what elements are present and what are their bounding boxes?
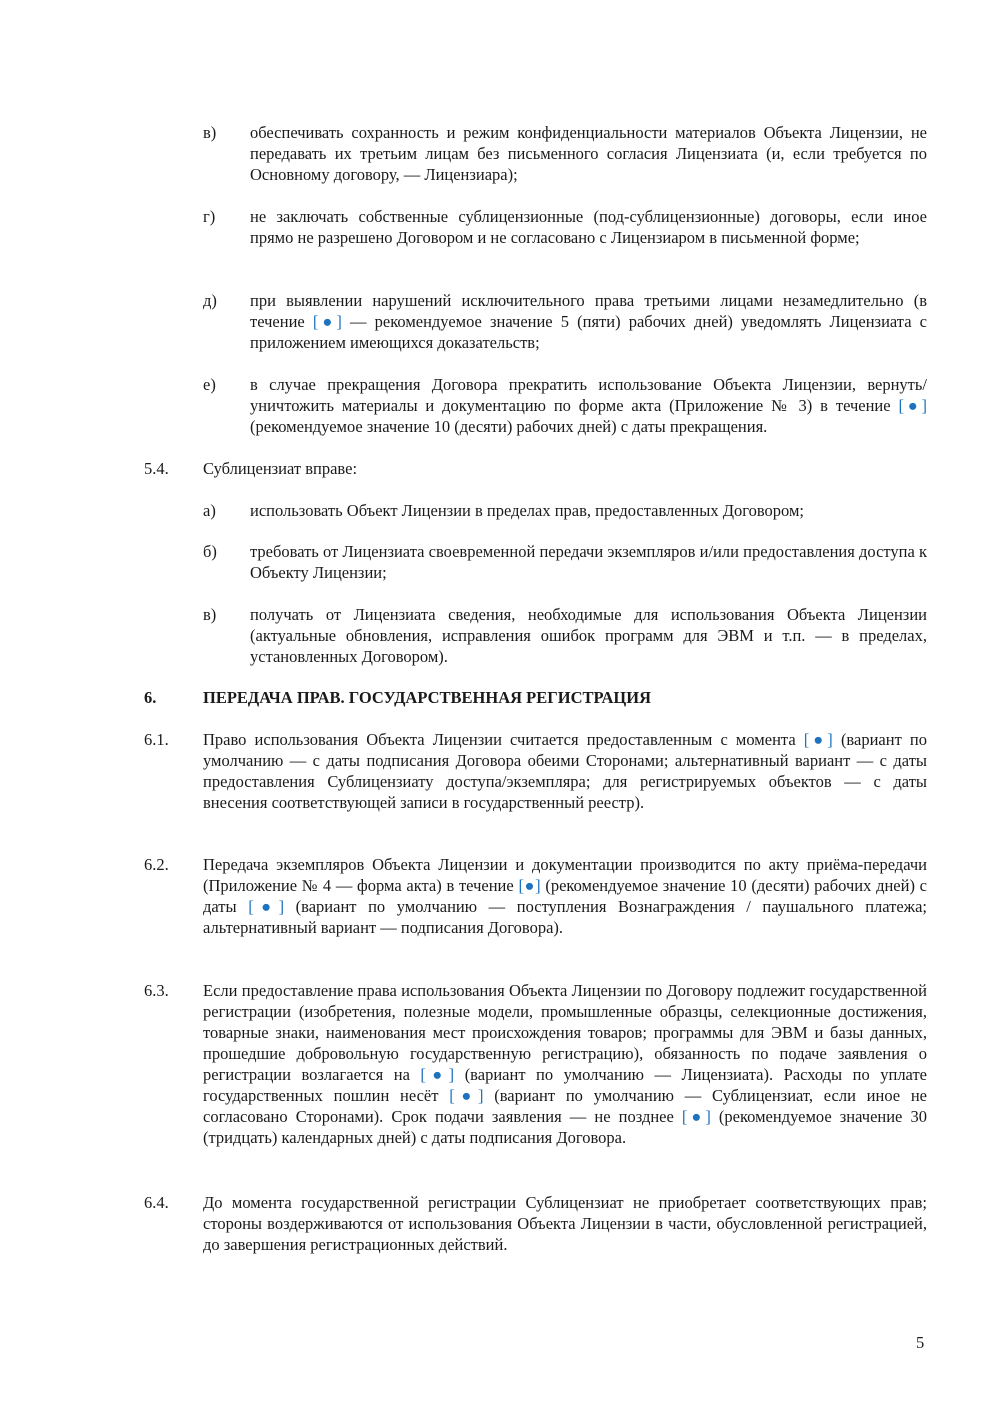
item-text: [250, 604, 927, 667]
text-run: в случае прекращения Договора прекратить использование Объекта Лицензии, вернуть/уничтожить материалы и документацию по форме акта (Приложение № 3) в течение: [250, 375, 927, 415]
placeholder-marker: [●]: [312, 312, 342, 331]
text-run: при выявлении нарушений исключительного права третьими лицами незамедлительно (в течение: [250, 291, 927, 331]
text-run: (рекомендуемое значение 30 (тридцать) календарных дней) с даты подписания Договора.: [203, 1107, 927, 1147]
clause-text: [203, 729, 927, 813]
item-label: б): [203, 542, 217, 561]
text-run: (вариант по умолчанию — с даты подписания Договора обеими Сторонами; альтернативный вариант — с даты предоставления Сублицензиату доступа/экземпляра; для регистрируемых объектов — с даты внесения соответствующей записи в государственный реестр).: [203, 730, 927, 812]
text-run: Передача экземпляров Объекта Лицензии и документации производится по акту приёма-передачи (Приложение № 4 — форма акта) в течение: [203, 855, 927, 895]
clause-number: 6.4.: [144, 1193, 169, 1212]
section-title: ПЕРЕДАЧА ПРАВ. ГОСУДАРСТВЕННАЯ РЕГИСТРАЦИЯ: [203, 688, 651, 707]
item-label: в): [203, 605, 217, 624]
clause-text: Сублицензиат вправе:: [203, 459, 358, 478]
text-run: До момента государственной регистрации Сублицензиат не приобретает соответствующих прав; стороны воздерживаются от использования Объекта Лицензии в части, обусловленной регистрацией, до завершения регистрационных действий.: [203, 1193, 927, 1254]
section-number: 6.: [144, 688, 157, 707]
placeholder-marker: [●]: [898, 396, 927, 415]
item-text: [250, 374, 927, 437]
text-run: (рекомендуемое значение 10 (десяти) рабочих дней) с даты: [203, 876, 927, 916]
text-run: (вариант по умолчанию — Лицензиата). Расходы по уплате государственных пошлин несёт: [203, 1065, 927, 1105]
item-text: [250, 500, 927, 521]
clause-text: [203, 854, 927, 938]
placeholder-marker: [●]: [420, 1065, 455, 1084]
placeholder-marker: [●]: [248, 897, 285, 916]
text-run: обеспечивать сохранность и режим конфиденциальности материалов Объекта Лицензии, не передавать их третьим лицам без письменного согласия Лицензиата (и, если требуется по Основному договору, — Лицензиара);: [250, 123, 927, 184]
page-number: 5: [916, 1333, 925, 1352]
clause-text: [203, 980, 927, 1148]
item-text: [250, 122, 927, 185]
text-run: (вариант по умолчанию — Сублицензиат, если иное не согласовано Сторонами). Срок подачи заявления — не позднее: [203, 1086, 927, 1126]
item-text: [250, 541, 927, 583]
item-label: в): [203, 123, 217, 142]
text-run: Если предоставление права использования Объекта Лицензии по Договору подлежит государственной регистрации (изобретения, полезные модели, промышленные образцы, селекционные достижения, товарные знаки, наименования мест происхождения товаров; программы для ЭВМ и базы данных, прошедшие добровольную государственную регистрацию), обязанность по подаче заявления о регистрации возлагается на: [203, 981, 927, 1084]
text-run: требовать от Лицензиата своевременной передачи экземпляров и/или предоставления доступа к Объекту Лицензии;: [250, 542, 927, 582]
clause-number: 6.2.: [144, 855, 169, 874]
text-run: не заключать собственные сублицензионные (под-сублицензионные) договоры, если иное прямо не разрешено Договором и не согласовано с Лицензиаром в письменной форме;: [250, 207, 927, 247]
item-label: а): [203, 501, 216, 520]
item-text: [250, 206, 927, 248]
clause-text: [203, 1192, 927, 1255]
placeholder-marker: [●]: [518, 876, 541, 895]
section-heading: [144, 687, 156, 708]
placeholder-marker: [●]: [681, 1107, 711, 1126]
text-run: Право использования Объекта Лицензии считается предоставленным с момента: [203, 730, 804, 749]
item-text: [250, 290, 927, 353]
text-run: использовать Объект Лицензии в пределах прав, предоставленных Договором;: [250, 501, 804, 520]
text-run: (рекомендуемое значение 10 (десяти) рабочих дней) с даты прекращения.: [250, 417, 768, 436]
text-run: (вариант по умолчанию — поступления Вознаграждения / паушального платежа; альтернативный вариант — подписания Договора).: [203, 897, 927, 937]
clause-number: 6.3.: [144, 981, 169, 1000]
placeholder-marker: [●]: [449, 1086, 484, 1105]
item-label: д): [203, 291, 217, 310]
text-run: получать от Лицензиата сведения, необходимые для использования Объекта Лицензии (актуальные обновления, исправления ошибок программ для ЭВМ и т.п. — в пределах, установленных Договором).: [250, 605, 927, 666]
clause-number: 5.4.: [144, 459, 169, 478]
placeholder-marker: [●]: [803, 730, 833, 749]
item-label: е): [203, 375, 216, 394]
clause-number: 6.1.: [144, 730, 169, 749]
item-label: г): [203, 207, 216, 226]
text-run: — рекомендуемое значение 5 (пяти) рабочих дней) уведомлять Лицензиата с приложением имеющихся доказательств;: [250, 312, 927, 352]
